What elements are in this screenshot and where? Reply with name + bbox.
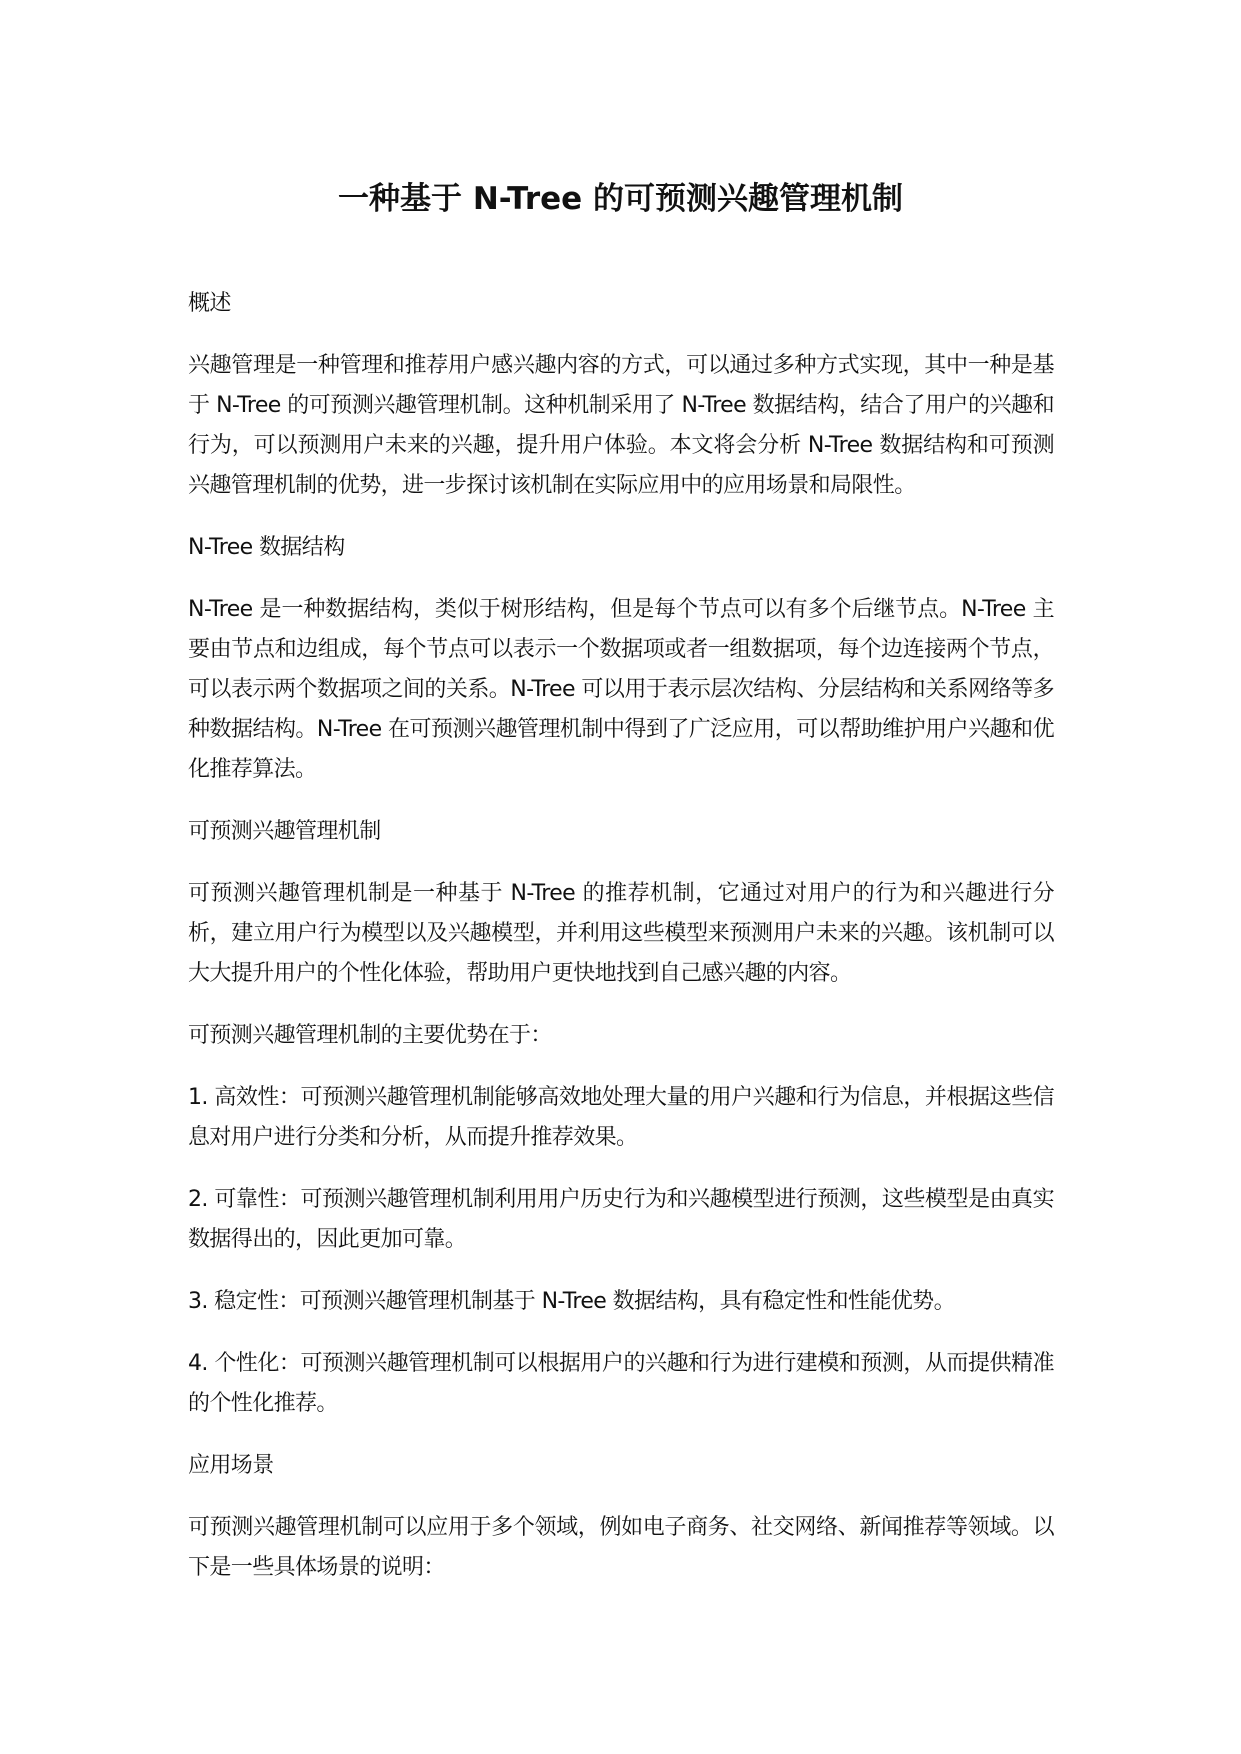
paragraph-mechanism: 可预测兴趣管理机制是一种基于 N-Tree 的推荐机制，它通过对用户的行为和兴趣进行分析，建立用户行为模型以及兴趣模型，并利用这些模型来预测用户未来的兴趣。该机制可以大大提升用户的个性化体验，帮助用户更快地找到自己感兴趣的内容。 [188,881,1054,986]
paragraph-ntree: N-Tree 是一种数据结构，类似于树形结构，但是每个节点可以有多个后继节点。N-Tree 主要由节点和边组成，每个节点可以表示一个数据项或者一组数据项，每个边连接两个节点，可以表示两个数据项之间的关系。N-Tree 可以用于表示层次结构、分层结构和关系网络等多种数据结构。N-Tree 在可预测兴趣管理机制中得到了广泛应用，可以帮助维护用户兴趣和优化推荐算法。 [188,597,1054,782]
paragraph-advantages-intro: 可预测兴趣管理机制的主要优势在于： [188,1023,552,1048]
paragraph-applications: 可预测兴趣管理机制可以应用于多个领域，例如电子商务、社交网络、新闻推荐等领域。以下是一些具体场景的说明： [188,1515,1054,1580]
list-item-efficiency: 1. 高效性：可预测兴趣管理机制能够高效地处理大量的用户兴趣和行为信息，并根据这些信息对用户进行分类和分析，从而提升推荐效果。 [188,1085,1054,1150]
section-heading-mechanism: 可预测兴趣管理机制 [188,819,381,844]
section-heading-overview: 概述 [188,291,231,316]
list-item-reliability: 2. 可靠性：可预测兴趣管理机制利用用户历史行为和兴趣模型进行预测，这些模型是由真实数据得出的，因此更加可靠。 [188,1187,1054,1252]
document-title: 一种基于 N-Tree 的可预测兴趣管理机制 [338,181,903,217]
section-heading-ntree: N-Tree 数据结构 [188,535,345,560]
section-heading-applications: 应用场景 [188,1453,274,1478]
paragraph-intro: 兴趣管理是一种管理和推荐用户感兴趣内容的方式，可以通过多种方式实现，其中一种是基于 N-Tree 的可预测兴趣管理机制。这种机制采用了 N-Tree 数据结构，结合了用户的兴趣和行为，可以预测用户未来的兴趣，提升用户体验。本文将会分析 N-Tree 数据结构和可预测兴趣管理机制的优势，进一步探讨该机制在实际应用中的应用场景和局限性。 [188,353,1054,498]
list-item-personalization: 4. 个性化：可预测兴趣管理机制可以根据用户的兴趣和行为进行建模和预测，从而提供精准的个性化推荐。 [188,1351,1054,1416]
list-item-stability: 3. 稳定性：可预测兴趣管理机制基于 N-Tree 数据结构，具有稳定性和性能优势。 [188,1289,955,1314]
document-body [188,284,1054,1610]
